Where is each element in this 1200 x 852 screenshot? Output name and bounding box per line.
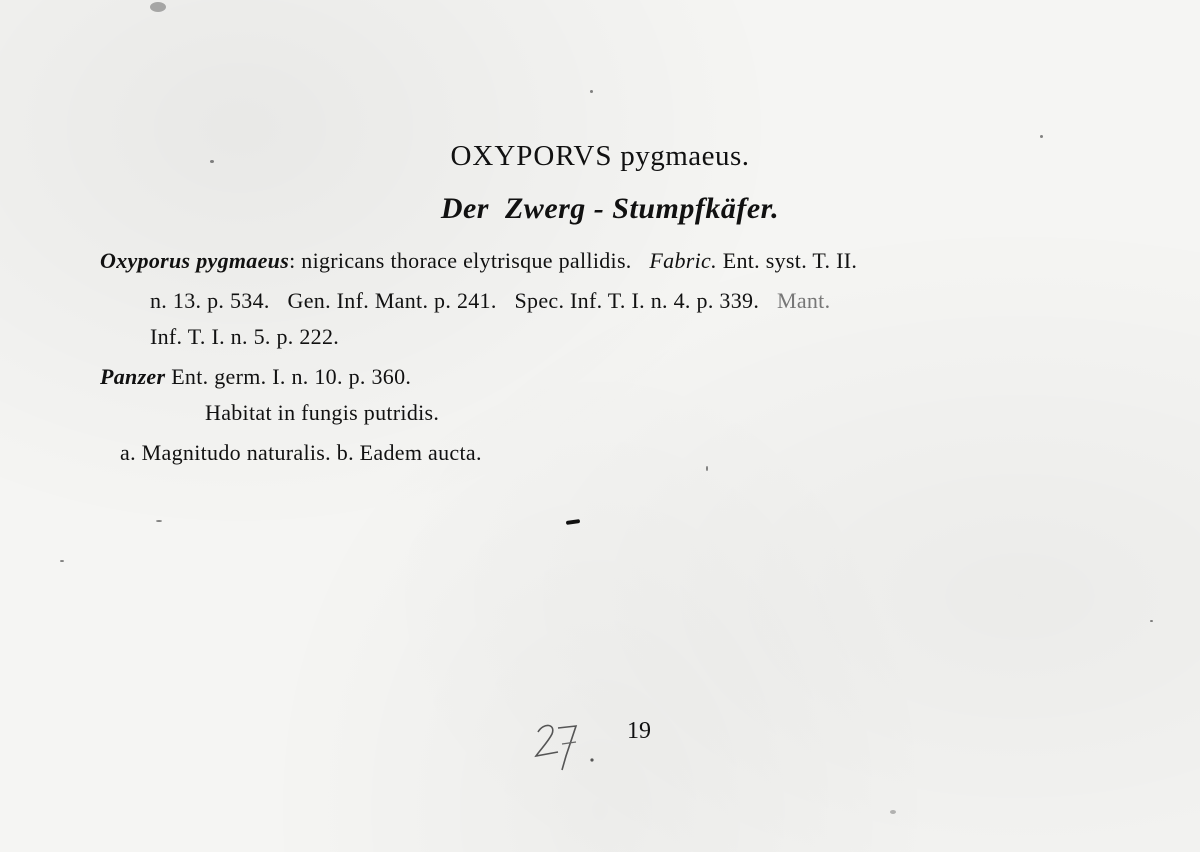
species-name: Oxyporus pygmaeus — [100, 248, 290, 273]
handwritten-number-drawing — [530, 712, 610, 772]
reference-part-a: n. 13. p. 534. — [150, 288, 270, 313]
ink-mark — [566, 519, 580, 525]
figure-legend: a. Magnitudo naturalis. b. Eadem aucta. — [120, 440, 482, 465]
reference-part-c: Spec. Inf. T. I. n. 4. p. 339. — [514, 288, 760, 313]
reference-part-b: Gen. Inf. Mant. p. 241. — [287, 288, 497, 313]
reference-panzer: Ent. germ. I. n. 10. p. 360. — [171, 364, 412, 389]
description-line-2 — [150, 288, 830, 314]
title-species: pygmaeus. — [620, 140, 750, 172]
handwritten-plate-number — [530, 712, 610, 777]
author-panzer: Panzer — [100, 364, 166, 389]
colon: : — [289, 248, 296, 273]
page-number: 19 — [627, 718, 651, 744]
paper-speck — [706, 466, 708, 471]
description-line-3: Inf. T. I. n. 5. p. 222. — [150, 324, 340, 349]
description-line-1 — [100, 248, 857, 274]
paper-speck — [890, 810, 896, 814]
author-fabricius: Fabric. — [649, 248, 717, 273]
diagnosis-text: nigricans thorace elytrisque pallidis. — [301, 248, 632, 273]
reference-part-d: Mant. — [776, 288, 831, 313]
paper-speck — [60, 560, 64, 562]
reference-entomologia: Ent. syst. T. II. — [722, 248, 858, 273]
paper-speck — [1150, 620, 1153, 622]
page-title — [0, 140, 1200, 173]
description-line-4 — [100, 364, 411, 390]
paper-speck — [150, 2, 166, 12]
paper-speck — [590, 90, 593, 93]
title-genus: OXYPORVS — [450, 140, 613, 172]
paper-speck — [156, 520, 162, 522]
habitat-line: Habitat in fungis putridis. — [205, 400, 440, 425]
german-common-name: Der Zwerg - Stumpfkäfer. — [440, 192, 780, 225]
paper-speck — [1040, 135, 1043, 138]
